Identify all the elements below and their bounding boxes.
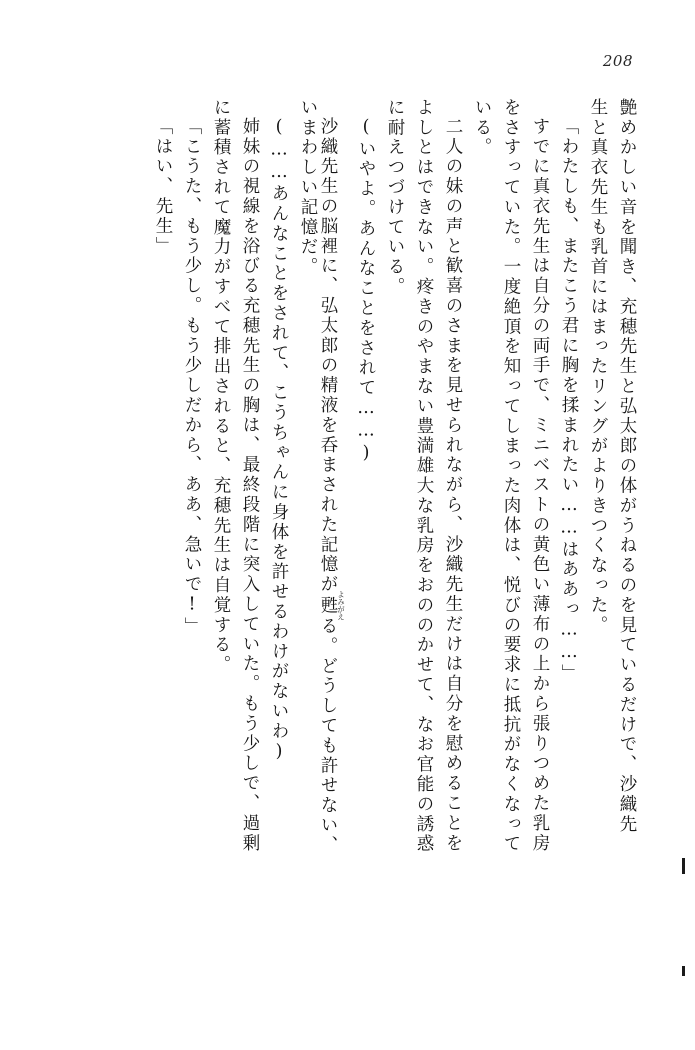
text-column: 姉妹の視線を浴びる充穂先生の胸は、最終段階に突入していた。もう少しで、過剰	[240, 117, 260, 854]
text-column: (……あんなことをされて、こうちゃんに身体を許せるわけがないわ)	[269, 117, 289, 764]
text-column: いまわしい記憶だ。	[298, 98, 318, 278]
text-column: 生と真衣先生も乳首にはまったリングがよりきつくなった。	[588, 98, 608, 636]
text-column: をさすっていた。一度絶頂を知ってしまった肉体は、悦びの要求に抵抗がなくなって	[501, 98, 521, 855]
text-column: 二人の妹の声と歓喜のさまを見せられながら、沙織先生だけは自分を慰めることを	[443, 117, 463, 854]
binding-mark	[682, 966, 685, 976]
text-column-with-ruby: 沙織先生の脳裡に、弘太郎の精液を呑まされた記憶が甦よみがえる。どうしても許せない、	[318, 117, 346, 856]
text-column: すでに真衣先生は自分の両手で、ミニベストの黄色い薄布の上から張りつめた乳房	[530, 117, 550, 854]
text-column: に蓄積されて魔力がすべて排出されると、充穂先生は自覚する。	[211, 98, 231, 676]
ruby-text: よみがえ	[336, 590, 346, 621]
text-column: 艶めかしい音を聞き、充穂先生と弘太郎の体がうねるのを見ているだけで、沙織先	[617, 98, 637, 835]
text-column: 「わたしも、またこう君に胸を揉まれたい……はああっ……」	[559, 117, 579, 685]
vertical-text-block	[60, 98, 635, 978]
binding-mark	[682, 858, 685, 874]
text-column: (いやよ。あんなことをされて……)	[356, 117, 376, 466]
text-column: に耐えつづけている。	[385, 98, 405, 297]
text-column: 「はい、先生」	[153, 117, 173, 257]
text-column: いる。	[472, 98, 492, 158]
text-column: よしとはできない。疼きのやまない豊満雄大な乳房をおののかせて、なお官能の誘惑	[414, 98, 434, 855]
text-column: 「こうた、もう少し。もう少しだから、ああ、急いで!」	[182, 117, 202, 637]
page-number: 208	[602, 52, 633, 70]
ruby-annotation: 甦よみがえ	[318, 590, 346, 621]
